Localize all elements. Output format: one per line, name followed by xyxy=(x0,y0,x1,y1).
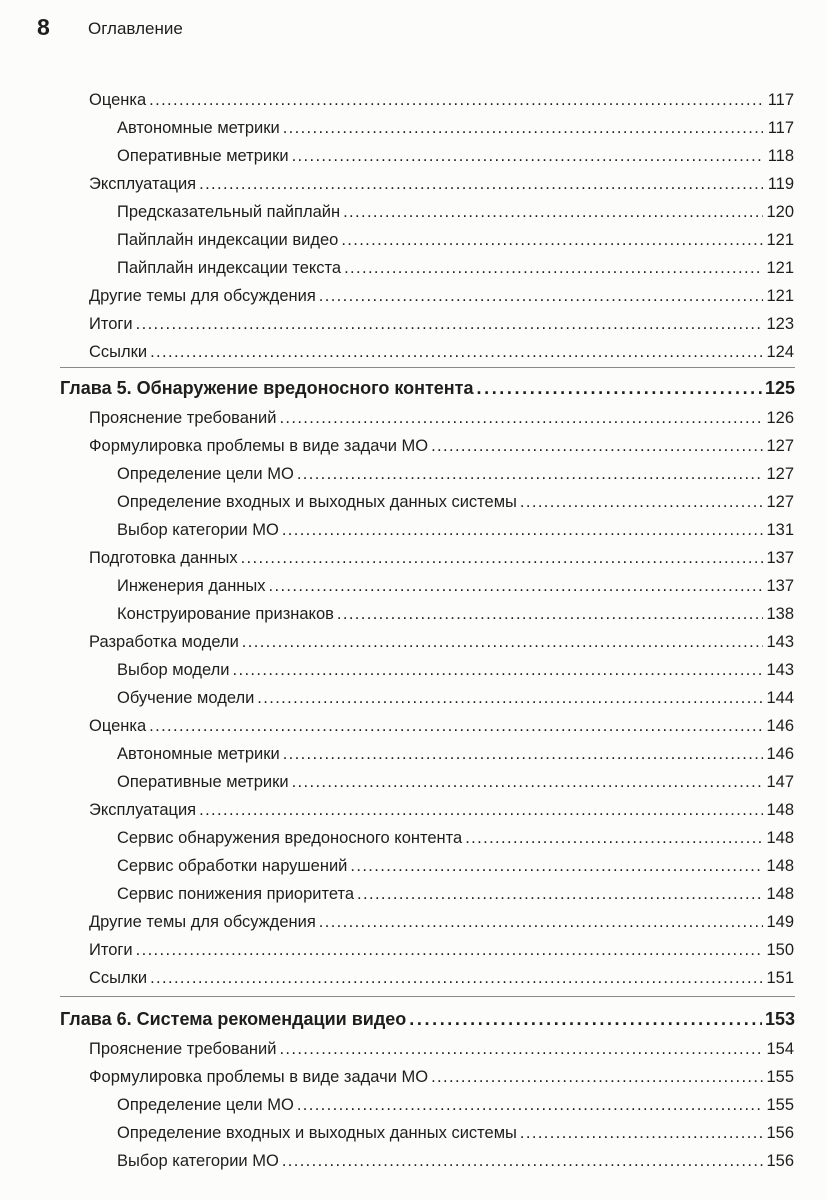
chapter-page: 125 xyxy=(764,378,795,398)
page-number: 8 xyxy=(37,14,50,40)
toc-leader-dots xyxy=(337,604,763,624)
toc-leader-dots xyxy=(242,632,763,652)
toc-entry-title: Эксплуатация xyxy=(89,175,197,193)
toc-entry-page: 148 xyxy=(766,829,794,847)
toc-entry[interactable] xyxy=(117,1151,794,1171)
toc-entry-page: 119 xyxy=(767,175,794,193)
chapter-title: Глава 6. Система рекомендации видео xyxy=(60,1009,407,1029)
toc-entry[interactable] xyxy=(117,604,794,624)
toc-leader-dots xyxy=(136,940,763,960)
toc-entry-page: 127 xyxy=(766,493,794,511)
toc-leader-dots xyxy=(282,520,763,540)
toc-entry-page: 137 xyxy=(766,549,794,567)
toc-entry[interactable] xyxy=(117,576,794,596)
toc-leader-dots xyxy=(149,90,763,110)
toc-entry-page: 144 xyxy=(766,689,794,707)
toc-leader-dots xyxy=(409,1008,762,1030)
toc-entry[interactable] xyxy=(89,716,794,736)
toc-leader-dots xyxy=(297,1095,763,1115)
toc-entry-title: Сервис обработки нарушений xyxy=(117,857,348,875)
toc-leader-dots xyxy=(319,286,763,306)
toc-leader-dots xyxy=(343,202,763,222)
toc-leader-dots xyxy=(136,314,763,334)
toc-entry[interactable] xyxy=(117,258,794,278)
toc-leader-dots xyxy=(477,377,762,399)
toc-entry-title: Разработка модели xyxy=(89,633,239,651)
toc-entry[interactable] xyxy=(89,286,794,306)
toc-entry-title: Обучение модели xyxy=(117,689,255,707)
toc-leader-dots xyxy=(149,716,763,736)
toc-entry-title: Выбор модели xyxy=(117,661,230,679)
toc-entry-title: Подготовка данных xyxy=(89,549,238,567)
toc-entry[interactable] xyxy=(89,940,794,960)
toc-entry-page: 148 xyxy=(766,885,794,903)
toc-entry[interactable] xyxy=(117,464,794,484)
toc-entry[interactable] xyxy=(89,912,794,932)
toc-entry-page: 151 xyxy=(766,969,794,987)
toc-entry-title: Определение цели МО xyxy=(117,465,294,483)
toc-entry-title: Ссылки xyxy=(89,969,148,987)
chapter-divider xyxy=(60,367,795,368)
toc-leader-dots xyxy=(341,230,763,250)
toc-entry[interactable] xyxy=(117,856,794,876)
toc-entry-page: 147 xyxy=(766,773,794,791)
toc-entry[interactable] xyxy=(117,492,794,512)
toc-entry-page: 146 xyxy=(766,717,794,735)
toc-leader-dots xyxy=(279,1039,763,1059)
toc-entry-page: 143 xyxy=(766,633,794,651)
toc-leader-dots xyxy=(520,492,763,512)
toc-entry-page: 126 xyxy=(766,409,794,427)
toc-entry-page: 127 xyxy=(766,465,794,483)
running-header: Оглавление xyxy=(88,19,183,38)
toc-entry-title: Автономные метрики xyxy=(117,119,280,137)
toc-entry-title: Инженерия данных xyxy=(117,577,266,595)
toc-entry[interactable] xyxy=(89,632,794,652)
toc-entry-title: Формулировка проблемы в виде задачи МО xyxy=(89,1068,429,1086)
toc-entry-title: Выбор категории МО xyxy=(117,521,279,539)
toc-entry[interactable] xyxy=(117,1123,794,1143)
toc-entry-title: Итоги xyxy=(89,315,133,333)
toc-entry-page: 124 xyxy=(766,343,794,361)
toc-leader-dots xyxy=(283,744,763,764)
chapter-entry[interactable] xyxy=(60,377,795,399)
toc-entry[interactable] xyxy=(117,828,794,848)
toc-entry[interactable] xyxy=(89,90,794,110)
toc-entry[interactable] xyxy=(89,800,794,820)
toc-entry[interactable] xyxy=(89,1039,794,1059)
toc-entry-title: Определение входных и выходных данных системы xyxy=(117,493,517,511)
toc-entry[interactable] xyxy=(89,174,794,194)
toc-entry-page: 127 xyxy=(766,437,794,455)
toc-entry-title: Определение цели МО xyxy=(117,1096,294,1114)
toc-entry-page: 121 xyxy=(766,259,794,277)
toc-entry-page: 117 xyxy=(767,91,794,109)
toc-entry-title: Оперативные метрики xyxy=(117,147,289,165)
toc-entry-page: 123 xyxy=(766,315,794,333)
toc-entry[interactable] xyxy=(117,688,794,708)
toc-leader-dots xyxy=(269,576,763,596)
toc-leader-dots xyxy=(465,828,763,848)
toc-entry-title: Пайплайн индексации видео xyxy=(117,231,339,249)
toc-entry-title: Сервис обнаружения вредоносного контента xyxy=(117,829,463,847)
toc-entry[interactable] xyxy=(89,408,794,428)
toc-leader-dots xyxy=(282,1151,763,1171)
toc-entry-page: 120 xyxy=(766,203,794,221)
toc-entry-page: 146 xyxy=(766,745,794,763)
toc-entry-title: Ссылки xyxy=(89,343,148,361)
toc-entry-title: Итоги xyxy=(89,941,133,959)
toc-entry-page: 118 xyxy=(767,147,794,165)
toc-entry-title: Определение входных и выходных данных системы xyxy=(117,1124,517,1142)
toc-leader-dots xyxy=(319,912,763,932)
toc-entry[interactable] xyxy=(117,1095,794,1115)
toc-leader-dots xyxy=(297,464,763,484)
toc-entry-page: 117 xyxy=(767,119,794,137)
chapter-entry[interactable] xyxy=(60,1008,795,1030)
toc-entry-page: 148 xyxy=(766,857,794,875)
chapter-divider xyxy=(60,996,795,997)
toc-entry-title: Конструирование признаков xyxy=(117,605,334,623)
toc-leader-dots xyxy=(233,660,763,680)
toc-entry-page: 143 xyxy=(766,661,794,679)
toc-leader-dots xyxy=(357,884,763,904)
toc-entry-title: Прояснение требований xyxy=(89,409,277,427)
toc-entry-title: Оперативные метрики xyxy=(117,773,289,791)
toc-entry[interactable] xyxy=(117,230,794,250)
toc-entry-title: Другие темы для обсуждения xyxy=(89,287,316,305)
toc-entry[interactable] xyxy=(89,968,794,988)
toc-entry[interactable] xyxy=(89,548,794,568)
toc-entry-title: Выбор категории МО xyxy=(117,1152,279,1170)
toc-entry[interactable] xyxy=(117,660,794,680)
toc-leader-dots xyxy=(292,772,763,792)
toc-entry-title: Пайплайн индексации текста xyxy=(117,259,342,277)
toc-entry-title: Другие темы для обсуждения xyxy=(89,913,316,931)
toc-entry-page: 137 xyxy=(766,577,794,595)
toc-leader-dots xyxy=(520,1123,763,1143)
toc-entry-page: 156 xyxy=(766,1124,794,1142)
toc-entry-page: 121 xyxy=(766,231,794,249)
toc-entry[interactable] xyxy=(117,744,794,764)
toc-entry[interactable] xyxy=(89,314,794,334)
toc-entry-title: Предсказательный пайплайн xyxy=(117,203,341,221)
toc-entry[interactable] xyxy=(117,146,794,166)
toc-leader-dots xyxy=(431,1067,763,1087)
toc-entry[interactable] xyxy=(117,884,794,904)
toc-entry-page: 148 xyxy=(766,801,794,819)
toc-entry-title: Автономные метрики xyxy=(117,745,280,763)
toc-leader-dots xyxy=(150,342,763,362)
toc-entry[interactable] xyxy=(117,772,794,792)
chapter-title: Глава 5. Обнаружение вредоносного контента xyxy=(60,378,474,398)
toc-leader-dots xyxy=(150,968,763,988)
toc-entry-page: 149 xyxy=(766,913,794,931)
toc-entry-title: Прояснение требований xyxy=(89,1040,277,1058)
toc-leader-dots xyxy=(431,436,763,456)
toc-leader-dots xyxy=(279,408,763,428)
toc-entry-page: 138 xyxy=(766,605,794,623)
toc-entry[interactable] xyxy=(89,436,794,456)
toc-entry[interactable] xyxy=(89,1067,794,1087)
toc-entry-page: 150 xyxy=(766,941,794,959)
toc-leader-dots xyxy=(350,856,763,876)
toc-entry-page: 154 xyxy=(766,1040,794,1058)
toc-entry-page: 155 xyxy=(766,1096,794,1114)
toc-entry-title: Оценка xyxy=(89,91,147,109)
toc-leader-dots xyxy=(241,548,763,568)
toc-entry-title: Формулировка проблемы в виде задачи МО xyxy=(89,437,429,455)
toc-leader-dots xyxy=(344,258,763,278)
toc-entry[interactable] xyxy=(89,342,794,362)
toc-entry-title: Эксплуатация xyxy=(89,801,197,819)
toc-leader-dots xyxy=(292,146,763,166)
chapter-page: 153 xyxy=(764,1009,795,1029)
toc-leader-dots xyxy=(283,118,763,138)
toc-entry-page: 121 xyxy=(766,287,794,305)
toc-entry-title: Оценка xyxy=(89,717,147,735)
toc-leader-dots xyxy=(199,800,763,820)
toc-entry-title: Сервис понижения приоритета xyxy=(117,885,355,903)
toc-entry[interactable] xyxy=(117,118,794,138)
toc-entry-page: 156 xyxy=(766,1152,794,1170)
toc-entry-page: 155 xyxy=(766,1068,794,1086)
toc-entry-page: 131 xyxy=(766,521,794,539)
toc-entry[interactable] xyxy=(117,520,794,540)
toc-entry[interactable] xyxy=(117,202,794,222)
toc-leader-dots xyxy=(257,688,763,708)
toc-leader-dots xyxy=(199,174,763,194)
